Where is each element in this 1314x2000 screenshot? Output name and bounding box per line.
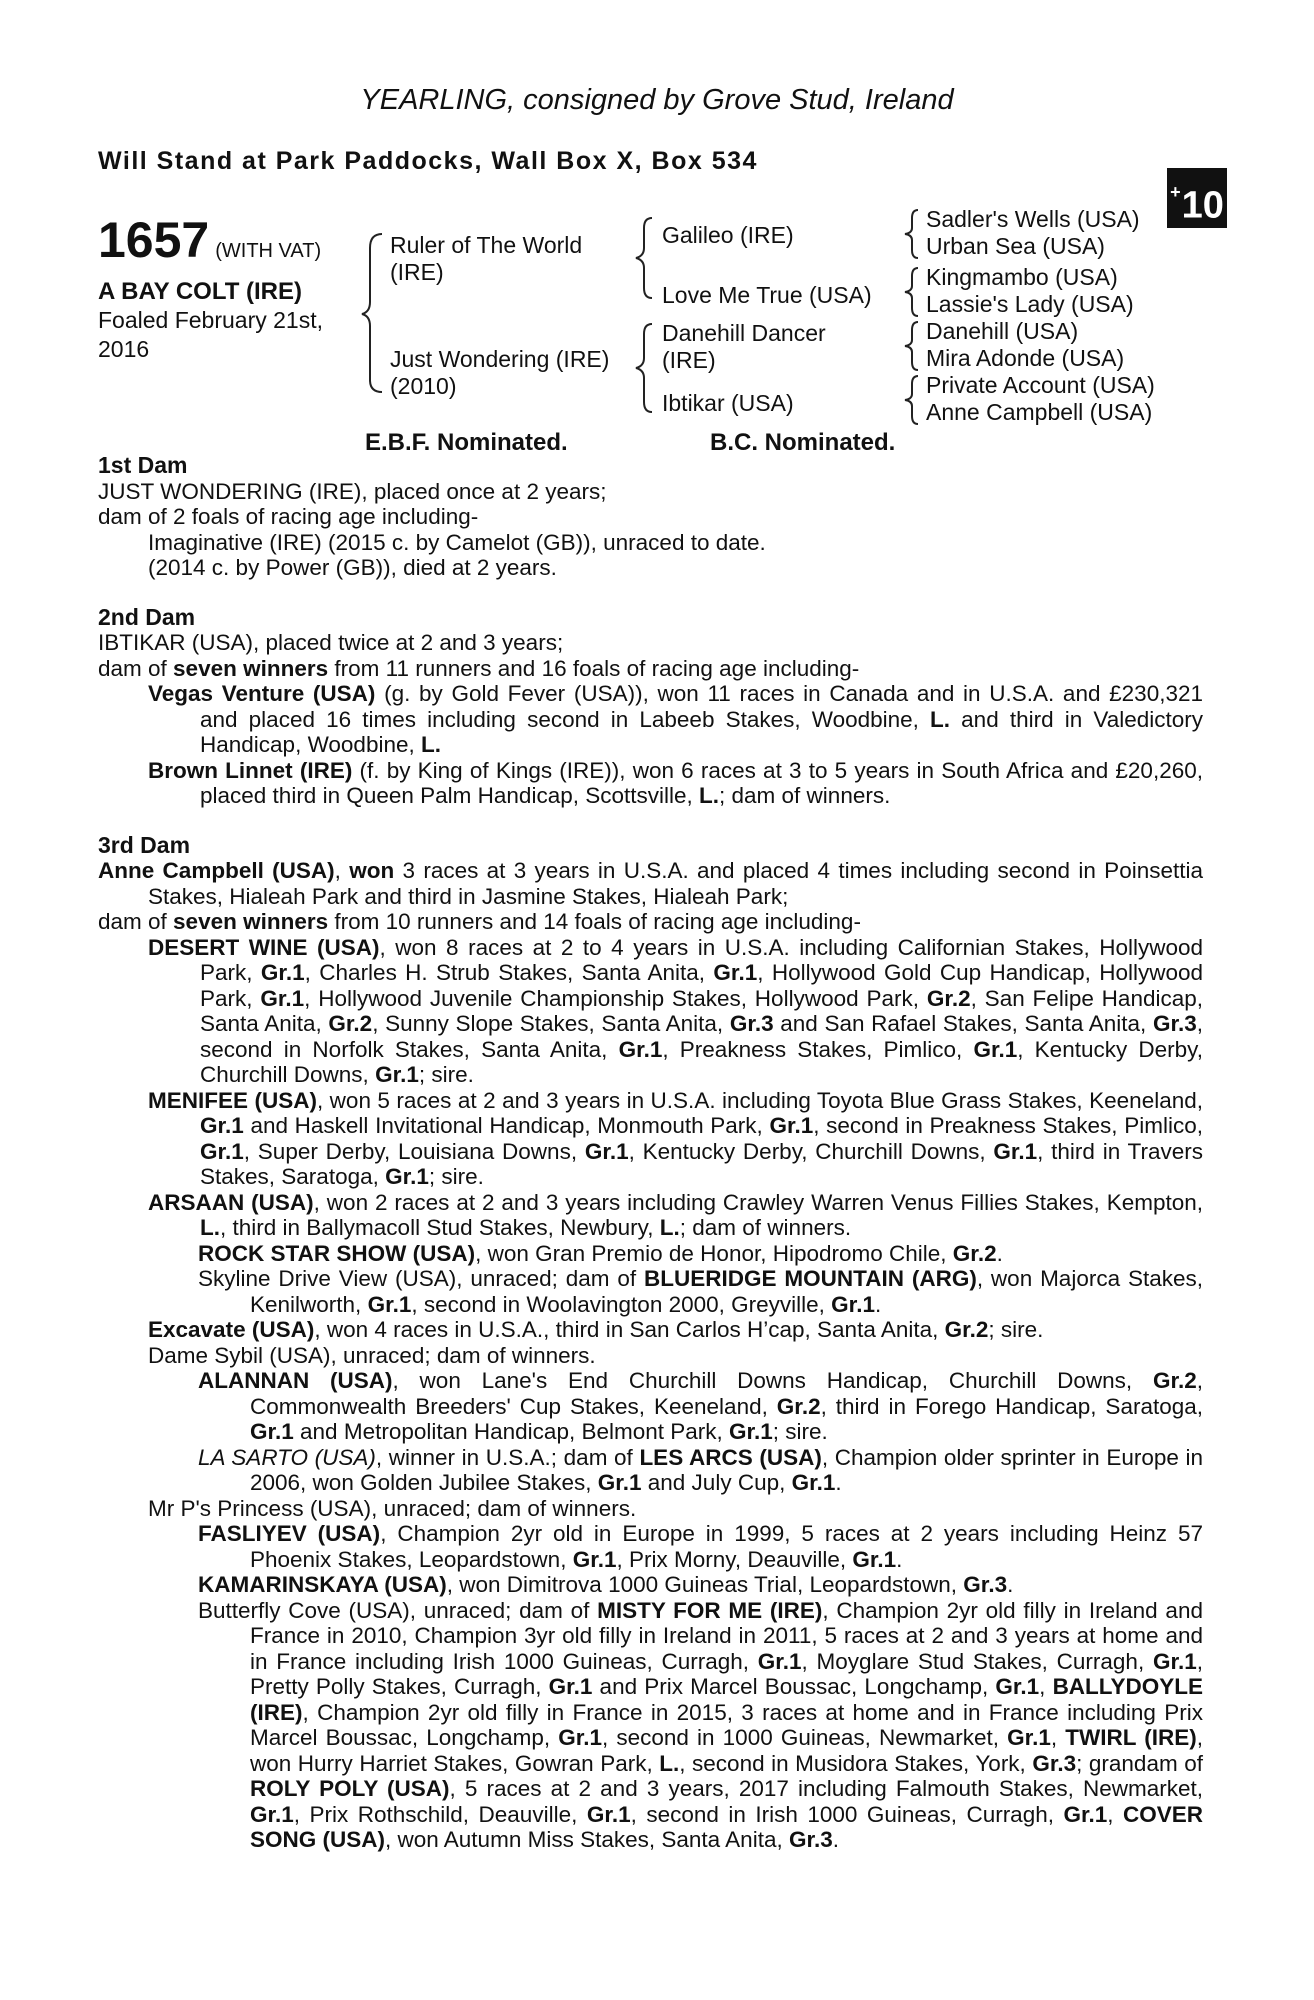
produce-entry: FASLIYEV (USA), Champion 2yr old in Europe in 1999, 5 races at 2 years including Heinz 57 Phoenix Stakes, Leopardstown, Gr.1, Prix Morny, Deauville, Gr.1. xyxy=(198,1521,1203,1572)
catalogue-body xyxy=(98,453,1203,1853)
ebf-nomination: E.B.F. Nominated. xyxy=(365,429,568,456)
pedigree-dam-dam: Ibtikar (USA) xyxy=(662,390,794,416)
produce-entry: LA SARTO (USA), winner in U.S.A.; dam of LES ARCS (USA), Champion older sprinter in Europe in 2006, won Golden Jubilee Stakes, Gr.1 and July Cup, Gr.1. xyxy=(198,1444,1203,1495)
pedigree-sds: Kingmambo (USA) xyxy=(926,264,1118,290)
pedigree-dam: Just Wondering (IRE) (2010) xyxy=(390,346,610,399)
dam-brace xyxy=(632,318,658,418)
pedigree-dam-sire: Danehill Dancer (IRE) xyxy=(662,320,826,373)
brace-love-me-true xyxy=(902,264,924,320)
stand-location: Will Stand at Park Paddocks, Wall Box X, Box 534 xyxy=(98,147,758,175)
foaling-date: Foaled February 21st, 2016 xyxy=(98,307,324,362)
third-dam-text: Anne Campbell (USA), won 3 races at 3 years in U.S.A. and placed 4 times including second in Poinsettia Stakes, Hialeah Park and third in Jasmine Stakes, Hialeah Park; xyxy=(98,858,1203,909)
produce-entry: Mr P's Princess (USA), unraced; dam of winners. xyxy=(148,1495,637,1521)
produce-entry: Excavate (USA), won 4 races in U.S.A., third in San Carlos H’cap, Santa Anita, Gr.2; sire. xyxy=(148,1317,1044,1342)
sire-dam-brace xyxy=(360,228,392,398)
first-dam-text: dam of 2 foals of racing age including- xyxy=(98,504,479,529)
produce-entry: MENIFEE (USA), won 5 races at 2 and 3 years in U.S.A. including Toyota Blue Grass Stakes, Keeneland, Gr.1 and Haskell Invitational Handicap, Monmouth Park, Gr.1, second in Preakness Stakes, Pimlico, Gr.1, Super Derby, Louisiana Downs, Gr.1, Kentucky Derby, Churchill Downs, Gr.1, third in Travers Stakes, Saratoga, Gr.1; sire. xyxy=(148,1087,1203,1189)
third-dam-text: dam of seven winners from 10 runners and 14 foals of racing age including- xyxy=(98,909,861,934)
pedigree-dds: Private Account (USA) xyxy=(926,372,1155,398)
brace-ibtikar xyxy=(902,372,924,428)
lot-number-value: 1657 xyxy=(98,212,210,268)
bc-nomination: B.C. Nominated. xyxy=(710,429,896,456)
produce-entry: (2014 c. by Power (GB)), died at 2 years. xyxy=(148,555,557,580)
lot-number xyxy=(98,211,321,269)
first-dam-heading: 1st Dam xyxy=(98,452,188,478)
pedigree-ddd: Anne Campbell (USA) xyxy=(926,399,1153,425)
pedigree-sire: Ruler of The World (IRE) xyxy=(390,232,583,285)
second-dam-text: IBTIKAR (USA), placed twice at 2 and 3 years; xyxy=(98,630,564,655)
pedigree-sire-sire: Galileo (IRE) xyxy=(662,222,794,248)
produce-entry: Butterfly Cove (USA), unraced; dam of MISTY FOR ME (IRE), Champion 2yr old filly in Ireland and France in 2010, Champion 3yr old filly in Ireland in 2011, 5 races at 2 and 3 years at home and in France including Irish 1000 Guineas, Curragh, Gr.1, Moyglare Stud Stakes, Curragh, Gr.1, Pretty Polly Stakes, Curragh, Gr.1 and Prix Marcel Boussac, Longchamp, Gr.1, BALLYDOYLE (IRE), Champion 2yr old filly in France in 2015, 3 races at home and in France including Prix Marcel Boussac, Longchamp, Gr.1, second in 1000 Guineas, Newmarket, Gr.1, TWIRL (IRE), won Hurry Harriet Stakes, Gowran Park, L., second in Musidora Stakes, York, Gr.3; grandam of ROLY POLY (USA), 5 races at 2 and 3 years, 2017 including Falmouth Stakes, Newmarket, Gr.1, Prix Rothschild, Deauville, Gr.1, second in Irish 1000 Guineas, Curragh, Gr.1, COVER SONG (USA), won Autumn Miss Stakes, Santa Anita, Gr.3. xyxy=(198,1597,1204,1852)
produce-entry: DESERT WINE (USA), won 8 races at 2 to 4 years in U.S.A. including Californian Stakes, Hollywood Park, Gr.1, Charles H. Strub Stakes, Santa Anita, Gr.1, Hollywood Gold Cup Handicap, Hollywood Park, Gr.1, Hollywood Juvenile Championship Stakes, Hollywood Park, Gr.2, San Felipe Handicap, Santa Anita, Gr.2, Sunny Slope Stakes, Santa Anita, Gr.3 and San Rafael Stakes, Santa Anita, Gr.3, second in Norfolk Stakes, Santa Anita, Gr.1, Preakness Stakes, Pimlico, Gr.1, Kentucky Derby, Churchill Downs, Gr.1; sire. xyxy=(148,934,1204,1087)
produce-entry: KAMARINSKAYA (USA), won Dimitrova 1000 Guineas Trial, Leopardstown, Gr.3. xyxy=(198,1572,1014,1597)
sire-brace xyxy=(632,212,658,302)
pedigree-ssd: Urban Sea (USA) xyxy=(926,233,1105,259)
produce-entry: Imaginative (IRE) (2015 c. by Camelot (GB)), unraced to date. xyxy=(148,529,766,555)
page-header: YEARLING, consigned by Grove Stud, Ireland xyxy=(360,84,954,116)
pedigree-dsd: Mira Adonde (USA) xyxy=(926,345,1125,371)
produce-entry: Dame Sybil (USA), unraced; dam of winners. xyxy=(148,1342,596,1368)
produce-entry: ARSAAN (USA), won 2 races at 2 and 3 years including Crawley Warren Venus Fillies Stakes, Kempton, L., third in Ballymacoll Stud Stakes, Newbury, L.; dam of winners. xyxy=(148,1189,1203,1240)
second-dam-heading: 2nd Dam xyxy=(98,603,196,630)
plus-icon: + xyxy=(1170,182,1181,202)
produce-entry: Vegas Venture (USA) (g. by Gold Fever (USA)), won 11 races in Canada and in U.S.A. and £230,321 and placed 16 times including second in Labeeb Stakes, Woodbine, L. and third in Valedictory Handicap, Woodbine, L. xyxy=(148,681,1204,757)
horse-name: A BAY COLT (IRE) xyxy=(98,278,303,305)
badge-number: 10 xyxy=(1181,184,1224,227)
third-dam-heading: 3rd Dam xyxy=(98,831,191,858)
produce-entry: ALANNAN (USA), won Lane's End Churchill Downs Handicap, Churchill Downs, Gr.2, Commonwealth Breeders' Cup Stakes, Keeneland, Gr.2, third in Forego Handicap, Saratoga, Gr.1 and Metropolitan Handicap, Belmont Park, Gr.1; sire. xyxy=(198,1368,1204,1444)
pedigree-sss: Sadler's Wells (USA) xyxy=(926,206,1140,232)
brace-danehill-dancer xyxy=(902,318,924,374)
vat-note: (WITH VAT) xyxy=(215,240,322,262)
produce-entry: Brown Linnet (IRE) (f. by King of Kings (IRE)), won 6 races at 3 to 5 years in South Africa and £20,260, placed third in Queen Palm Handicap, Scottsville, L.; dam of winners. xyxy=(148,757,1203,808)
brace-galileo xyxy=(902,206,924,262)
pedigree-dss: Danehill (USA) xyxy=(926,318,1079,344)
produce-entry: ROCK STAR SHOW (USA), won Gran Premio de Honor, Hipodromo Chile, Gr.2. xyxy=(198,1240,1003,1266)
first-dam-text: JUST WONDERING (IRE), placed once at 2 years; xyxy=(98,478,607,504)
pedigree-sire-dam: Love Me True (USA) xyxy=(662,282,872,308)
produce-entry: Skyline Drive View (USA), unraced; dam of BLUERIDGE MOUNTAIN (ARG), won Majorca Stakes, Kenilworth, Gr.1, second in Woolavington 2000, Greyville, Gr.1. xyxy=(198,1266,1203,1317)
pedigree-sdd: Lassie's Lady (USA) xyxy=(926,291,1134,317)
lot-badge xyxy=(1167,168,1227,228)
second-dam-text: dam of seven winners from 11 runners and 16 foals of racing age including- xyxy=(98,655,860,681)
